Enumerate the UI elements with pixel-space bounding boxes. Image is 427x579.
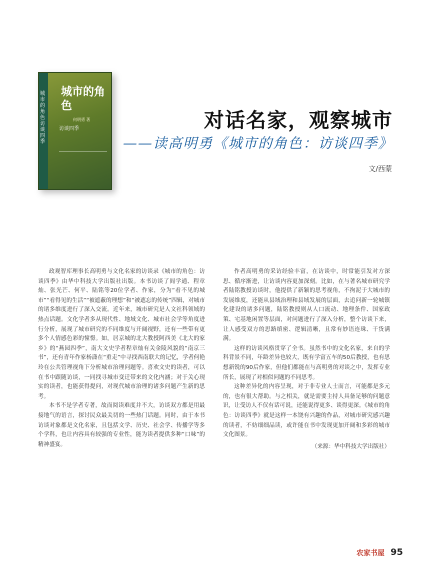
book-cover-author: 何明勇 著 (73, 117, 91, 122)
book-cover-title: 城市的角色 (61, 85, 105, 112)
book-cover-decoration (59, 151, 107, 183)
magazine-name: 农家书屋 (356, 549, 385, 557)
page-footer (356, 548, 403, 558)
paragraph: 本书不是学者专著，故而阅读难度并不大，访谈双方都是用最接地气的语言，探讨民众最关切的一些热门话题。同时，由于本书访谈对象都是文化名家，且包括文学、历史、社会学、传播学等多个学科，也让内容具有较强的专业性，能为读者提供多种“口味”的精神盛宴。 (38, 403, 205, 448)
book-cover-subtitle: 访谈四季 (59, 126, 80, 132)
paragraph: 这种差异化的内容呈现，对于非专业人士而言，可能都是多元的，也有很大帮助。与之相关，就是需要主持人具备足够的问题意识，让受访人不仅有话可说，还能说得更多、谈得更深。《城市的角色：访谈四季》就是这样一本饶有兴趣的作品，对城市研究感兴趣的读者，不妨细细品读，或许能在书中发现更加开阔和多彩的城市文化图景。 (223, 384, 390, 439)
paragraph: 这样的访谈风格贯穿了全书。虽然书中的文化名家，来自的学科背景不同，年龄差异也较大，既有学富五车的50后教授，也有思想新锐的90后作家，但他们都能在与高明勇的对谈之中，发挥专业所长，展现了对相似问题的不同思考。 (223, 345, 390, 381)
book-spine (39, 73, 48, 189)
book-cover-image (38, 72, 112, 190)
book-spine-title: 城市的角色访谈四季 (40, 91, 46, 145)
article-subhead: ——读高明勇《城市的角色：访谈四季》 (123, 136, 393, 152)
left-column (38, 268, 205, 528)
right-column (223, 268, 390, 528)
article-body (38, 268, 390, 528)
page-number: 95 (390, 548, 403, 558)
paragraph: 政观智库理事长高明勇与文化名家的访谈录《城市的角色：访谈四季》由华中科技大学出版社出版。本书访谈了阎学通、程章灿、张光芒、何平、陆铭等20位学者、作家，分为“看不见的城市”“看得见的生活”“被遮蔽的理想”和“被遮忘的传统”四辑，对城市的诸多维度进行了深入交流。近年来，城市研究是人文社科领域的热点话题。文化学者多从现代性、地域文化、城市社会学等角度进行分析，展现了城市研究的不同维度与开阔视野，还有一些带有更多个人情感色彩的憧憬。如，居京城的北大教授阿西美《北大的家乡》的“燕园四季”，南大文史学者程章灿有关金陵风貌的“南京三书”，还有青年作家杨潇在“重走”中寻找西南联大的记忆，学者何艳玲在公共管理视角下分析城市治理问题等。喜欢文史的读者，可以在书中跟随访谈，一同找寻城市变迁带来的文化内涵；对于关心现实的读者，也能获得提问，对现代城市治理的诸多问题产生新的思考。 (38, 269, 205, 400)
article-source: （来源：华中科技大学出版社） (311, 443, 390, 450)
article-headline: 对话名家，观察城市 (204, 108, 393, 132)
paragraph: 作者高明勇的采访经验丰富，在访谈中，时常能引发对方深思、循序渐进，让访谈内容更加深刻。比如，在与著名城市研究学者陆铭教授访谈时，他提供了新颖的思考视角，不拘泥于大城市的发展维度，还能从县域治理和县域发展的层面，去追问新一轮城镇化建设的诸多问题，陆铭教授则从人口流动、地理条件、国家政策、宅基地闲置等层面，对问题进行了深入分析，整个访谈下来，让人感受双方的思路缜密、逻辑清晰，且常有妙语连珠、干货满满。 (223, 269, 390, 343)
article-byline: 文/西蒙 (368, 165, 392, 173)
